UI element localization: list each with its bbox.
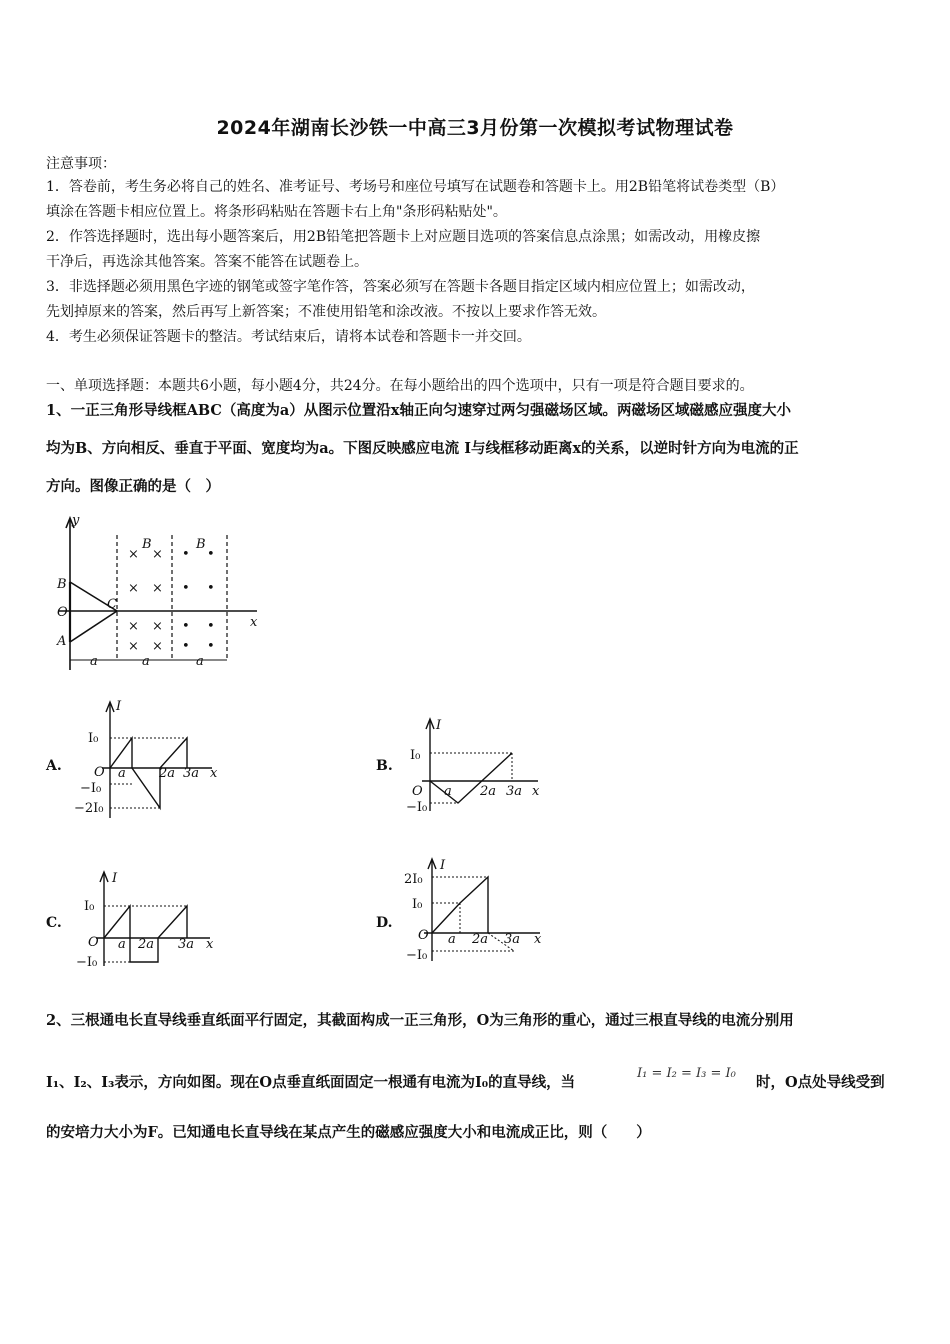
tick-label: 2a <box>159 766 176 781</box>
origin-label: O <box>412 784 423 799</box>
axis-x-label: x <box>534 932 542 947</box>
dot-mark: • <box>207 547 215 562</box>
tick-label: −I₀ <box>76 955 98 970</box>
tick-label: 2a <box>138 937 155 952</box>
vertex-a-label: A <box>57 634 67 649</box>
origin-label: O <box>88 935 99 950</box>
width-a-label: a <box>142 654 150 669</box>
field-b-label: B <box>196 537 206 552</box>
tick-label: 2a <box>472 932 489 947</box>
cross-mark: × <box>152 639 163 654</box>
origin-label: O <box>418 928 429 943</box>
cross-mark: × <box>152 619 163 634</box>
tick-label: −I₀ <box>406 948 428 963</box>
tick-label: a <box>448 932 456 947</box>
question-1-line: 1、一正三角形导线框ABC（高度为a）从图示位置沿x轴正向匀速穿过两匀强磁场区域。两磁场区域磁感应强度大小 <box>46 402 791 419</box>
axis-x-label: x <box>210 766 218 781</box>
option-a-label[interactable]: A. <box>46 758 62 774</box>
notice-line: 2．作答选择题时，选出每小题答案后，用2B铅笔把答题卡上对应题目选项的答案信息点涂黑；如需改动，用橡皮擦 <box>46 229 761 245</box>
x-label: x <box>250 615 258 630</box>
tick-label: I₀ <box>88 731 99 746</box>
question-2-line: 的安培力大小为F。已知通电长直导线在某点产生的磁感应强度大小和电流成正比，则（ ） <box>46 1124 651 1141</box>
tick-label: 3a <box>183 766 200 781</box>
cross-mark: × <box>128 639 139 654</box>
y-label: y <box>72 513 80 528</box>
tick-label: 3a <box>506 784 523 799</box>
field-b-label: B <box>142 537 152 552</box>
axis-i-label: I <box>112 871 118 886</box>
option-b-label[interactable]: B. <box>376 758 393 774</box>
dot-mark: • <box>207 619 215 634</box>
option-d-graph[interactable] <box>398 853 553 965</box>
option-d-label[interactable]: D. <box>376 915 393 931</box>
cross-mark: × <box>152 547 163 562</box>
cross-mark: × <box>128 619 139 634</box>
width-a-label: a <box>196 654 204 669</box>
tick-label: −I₀ <box>80 781 102 796</box>
notice-line: 先划掉原来的答案，然后再写上新答案；不准使用铅笔和涂改液。不按以上要求作答无效。 <box>46 304 606 320</box>
notice-line: 1．答卷前，考生务必将自己的姓名、准考证号、考场号和座位号填写在试题卷和答题卡上。用2B铅笔将试卷类型（B） <box>46 179 785 195</box>
width-a-label: a <box>90 654 98 669</box>
axis-i-label: I <box>440 858 446 873</box>
cross-mark: × <box>128 581 139 596</box>
dot-mark: • <box>182 639 190 654</box>
tick-label: a <box>118 766 126 781</box>
dot-mark: • <box>182 581 190 596</box>
origin-label: O <box>94 765 105 780</box>
tick-label: 3a <box>504 932 521 947</box>
tick-label: a <box>118 937 126 952</box>
tick-label: I₀ <box>84 899 95 914</box>
axis-i-label: I <box>116 699 122 714</box>
dot-mark: • <box>182 619 190 634</box>
option-b-graph[interactable] <box>400 715 550 815</box>
page-title: 2024年湖南长沙铁一中高三3月份第一次模拟考试物理试卷 <box>216 117 734 139</box>
notice-line: 填涂在答题卡相应位置上。将条形码粘贴在答题卡右上角"条形码粘贴处"。 <box>46 204 507 220</box>
option-c-label[interactable]: C. <box>46 915 62 931</box>
dot-mark: • <box>182 547 190 562</box>
tick-label: I₀ <box>410 748 421 763</box>
question-1-line: 均为B、方向相反、垂直于平面、宽度均为a。下图反映感应电流 I与线框移动距离x的关系，以逆时针方向为电流的正 <box>46 440 799 457</box>
tick-label: −2I₀ <box>74 801 104 816</box>
notice-line: 3．非选择题必须用黑色字迹的钢笔或签字笔作答，答案必须写在答题卡各题目指定区域内相应位置上；如需改动， <box>46 279 755 295</box>
cross-mark: × <box>128 547 139 562</box>
section-heading: 一、单项选择题：本题共6小题，每小题4分，共24分。在每小题给出的四个选项中，只有一项是符合题目要求的。 <box>46 378 754 394</box>
question-2-line: 2、三根通电长直导线垂直纸面平行固定，其截面构成一正三角形，O为三角形的重心，通过三根直导线的电流分别用 <box>46 1012 794 1029</box>
dot-mark: • <box>207 639 215 654</box>
tick-label: 2a <box>480 784 497 799</box>
notice-line: 4．考生必须保证答题卡的整洁。考试结束后，请将本试卷和答题卡一并交回。 <box>46 329 531 345</box>
q1-figure <box>52 510 267 680</box>
question-2-line: I₁、I₂、I₃表示，方向如图。现在O点垂直纸面固定一根通有电流为I₀的直导线，当 <box>46 1074 576 1091</box>
question-2-line: 时，O点处导线受到 <box>756 1074 885 1091</box>
question-1-line: 方向。图像正确的是（ ） <box>46 478 220 495</box>
axis-i-label: I <box>436 718 442 733</box>
axis-x-label: x <box>532 784 540 799</box>
tick-label: −I₀ <box>406 800 428 815</box>
origin-label: O <box>57 605 68 620</box>
option-a-graph[interactable] <box>72 698 232 823</box>
vertex-b-label: B <box>57 577 67 592</box>
tick-label: a <box>444 784 452 799</box>
vertex-c-label: C <box>107 597 117 612</box>
dot-mark: • <box>207 581 215 596</box>
option-c-graph[interactable] <box>72 866 222 971</box>
triangle-side <box>70 611 117 642</box>
tick-label: 3a <box>178 937 195 952</box>
tick-label: 2I₀ <box>404 872 423 887</box>
current-formula: I₁ = I₂ = I₃ = I₀ <box>637 1066 736 1081</box>
axis-x-label: x <box>206 937 214 952</box>
tick-label: I₀ <box>412 897 423 912</box>
cross-mark: × <box>152 581 163 596</box>
notice-heading: 注意事项： <box>46 156 116 172</box>
notice-line: 干净后，再选涂其他答案。答案不能答在试题卷上。 <box>46 254 368 270</box>
